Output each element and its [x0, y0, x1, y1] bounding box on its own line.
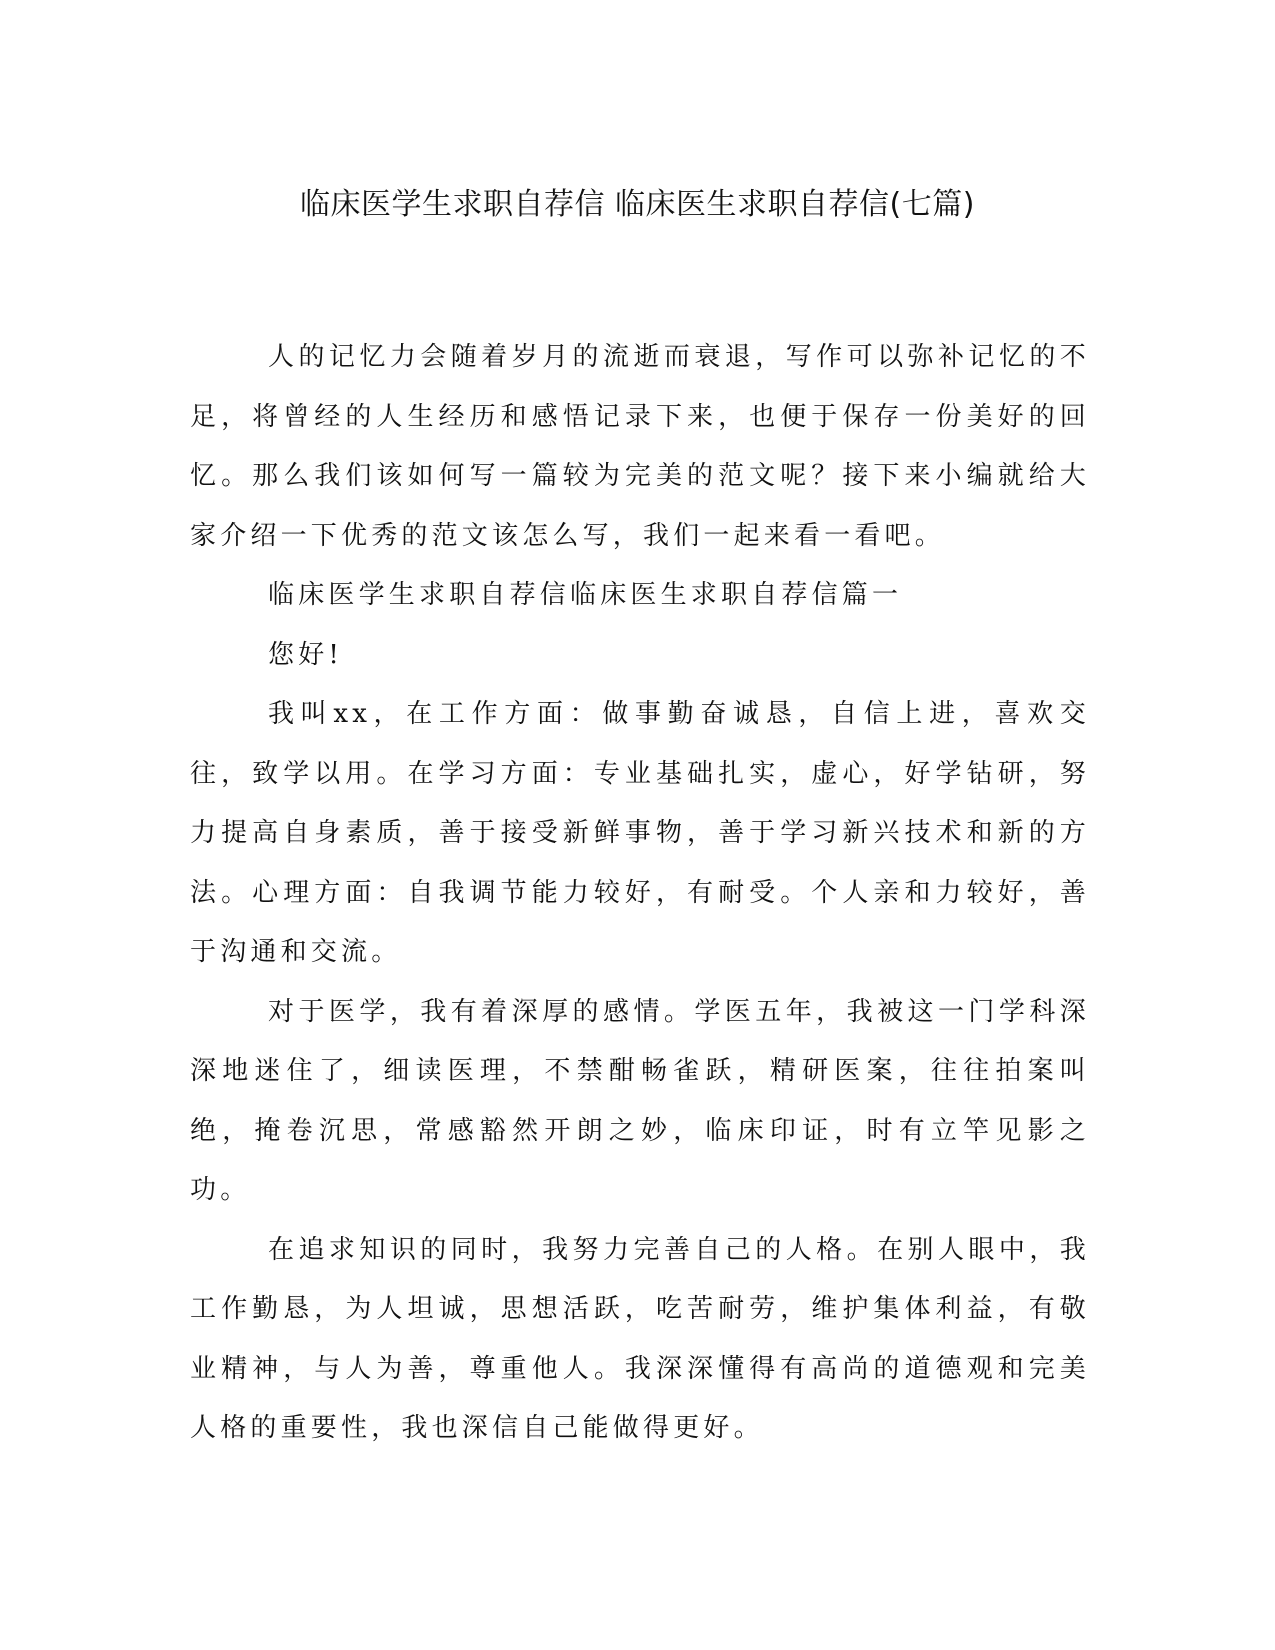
- document-title: 临床医学生求职自荐信 临床医生求职自荐信(七篇): [300, 187, 975, 222]
- intro-paragraph: 人的记忆力会随着岁月的流逝而衰退，写作可以弥补记忆的不足，将曾经的人生经历和感悟记录下来，也便于保存一份美好的回忆。那么我们该如何写一篇较为完美的范文呢？接下来小编就给大家介绍一下优秀的范文该怎么写，我们一起来看一看吧。: [190, 342, 1090, 551]
- document-body: [190, 328, 1090, 1459]
- character-paragraph: 在追求知识的同时，我努力完善自己的人格。在别人眼中，我工作勤恳，为人坦诚，思想活跃，吃苦耐劳，维护集体利益，有敬业精神，与人为善，尊重他人。我深深懂得有高尚的道德观和完美人格的重要性，我也深信自己能做得更好。: [190, 1234, 1090, 1443]
- section-heading: 临床医学生求职自荐信临床医生求职自荐信篇一: [268, 580, 903, 610]
- medicine-passion-paragraph: 对于医学，我有着深厚的感情。学医五年，我被这一门学科深深地迷住了，细读医理，不禁酣畅雀跃，精研医案，往往拍案叫绝，掩卷沉思，常感豁然开朗之妙，临床印证，时有立竿见影之功。: [190, 996, 1090, 1205]
- self-introduction-paragraph: 我叫xx，在工作方面：做事勤奋诚恳，自信上进，喜欢交往，致学以用。在学习方面：专业基础扎实，虚心，好学钻研，努力提高自身素质，善于接受新鲜事物，善于学习新兴技术和新的方法。心理方面：自我调节能力较好，有耐受。个人亲和力较好，善于沟通和交流。: [190, 699, 1090, 967]
- salutation: 您好!: [268, 639, 344, 670]
